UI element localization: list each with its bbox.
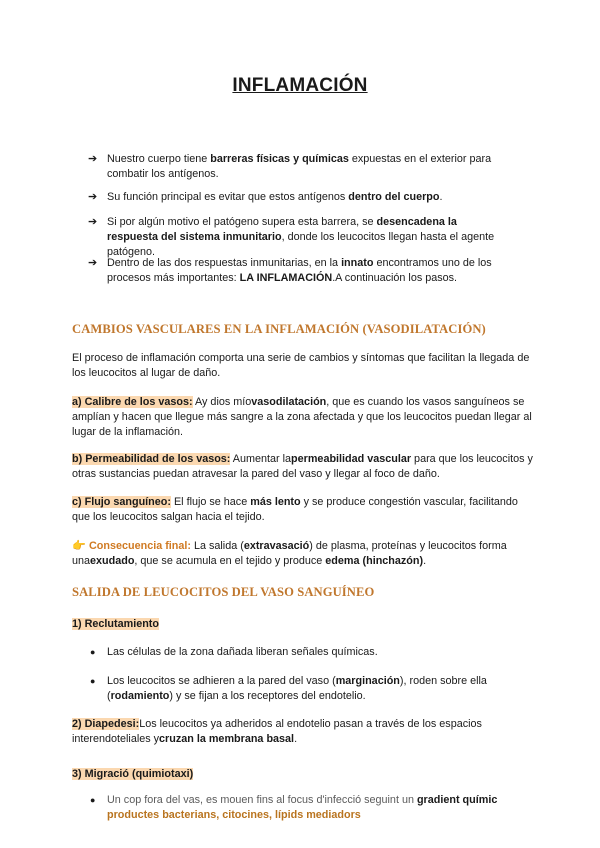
text-run: más lento: [250, 496, 301, 508]
text-run: vasodilatación: [251, 396, 327, 408]
text-run: edema (hinchazón): [325, 555, 424, 567]
bullet-icon: ●: [90, 647, 96, 657]
text-run: Los leucocitos ya adheridos al endotelio pasan a través de los espacios interendoteliales y: [72, 718, 482, 745]
text-run: El flujo se hace: [170, 496, 251, 508]
text-run: Los leucocitos se adhieren a la pared del vaso (: [107, 675, 336, 687]
step1-label-text: 1) Reclutamiento: [72, 618, 159, 630]
arrow-icon: ➔: [88, 216, 98, 228]
text-run: marginación: [335, 675, 400, 687]
arrow-icon: ➔: [88, 191, 98, 203]
text-run: Nuestro cuerpo tiene: [107, 153, 211, 165]
section-heading-salida: SALIDA DE LEUCOCITOS DEL VASO SANGUÍNEO: [72, 585, 375, 599]
list-item-text: [107, 645, 517, 660]
list-item-text: [107, 793, 517, 823]
text-run: , que se acumula en el tejido y produce: [134, 555, 326, 567]
intro-item-text: [107, 190, 507, 205]
text-run: 2) Diapedesi:: [72, 718, 140, 730]
text-run: rodamiento: [110, 690, 170, 702]
text-run: ), roden sobre ella (: [107, 675, 487, 702]
bullet-icon: ●: [90, 795, 96, 805]
text-run: c) Flujo sanguíneo:: [72, 496, 171, 508]
text-run: gradient químic: [416, 794, 498, 806]
text-run: .: [423, 555, 427, 567]
intro-item-text: [107, 256, 507, 286]
section-heading-vascular: CAMBIOS VASCULARES EN LA INFLAMACIÓN (VASODILATACIÓN): [72, 322, 486, 336]
text-run: ) de plasma, proteínas y leucocitos forma una: [72, 540, 507, 567]
text-run: innato: [341, 257, 374, 269]
text-run: dentro del cuerpo: [348, 191, 440, 203]
text-run: .A continuación los pasos.: [332, 272, 458, 284]
text-run: encontramos uno de los procesos más importantes:: [107, 257, 492, 284]
step1-label: [72, 617, 534, 632]
permeabilidad-paragraph: [72, 452, 534, 482]
text-run: Ay dios mío: [192, 396, 252, 408]
text-run: productes bacterians, citocines, lípids mediadors: [107, 809, 361, 821]
arrow-icon: ➔: [88, 257, 98, 269]
arrow-icon: ➔: [88, 153, 98, 165]
consecuencia-paragraph: [72, 539, 534, 569]
intro-item-text: [107, 215, 507, 260]
text-run: , que es cuando los vasos sanguíneos se amplían y hacen que llegue más sangre a la zona afectada y que los leucocitos puedan llegar al lugar de la inflamación.: [72, 396, 532, 438]
section-intro-paragraph: El proceso de inflamación comporta una serie de cambios y síntomas que facilitan la llegada de los leucocitos al lugar de daño.: [72, 352, 530, 379]
list-item-text: [107, 674, 517, 704]
step3-label-text: 3) Migració (quimiotaxi): [72, 768, 194, 780]
text-run: permeabilidad vascular: [291, 453, 412, 465]
text-run: LA INFLAMACIÓN: [239, 272, 333, 284]
text-run: para que los leucocitos y otras sustancias puedan atravesar la pared del vaso y llegar al foco de daño.: [72, 453, 533, 480]
text-run: Consecuencia final:: [86, 540, 191, 552]
diapedesi-paragraph: [72, 717, 534, 747]
text-run: Aumentar la: [230, 453, 292, 465]
text-run: y se produce congestión vascular, facilitando que los leucocitos salgan hacia el tejido.: [72, 496, 518, 523]
calibre-paragraph: [72, 395, 534, 440]
text-run: Si por algún motivo el patógeno supera esta barrera, se: [107, 216, 377, 228]
text-run: Las células de la zona dañada liberan señales químicas.: [107, 646, 378, 658]
text-run: .: [439, 191, 443, 203]
step3-label: [72, 767, 534, 782]
intro-item-text: [107, 152, 507, 182]
bullet-icon: ●: [90, 676, 96, 686]
text-run: La salida (: [191, 540, 244, 552]
flujo-paragraph: [72, 495, 534, 525]
text-run: barreras físicas y químicas: [210, 153, 349, 165]
text-run: exudado: [90, 555, 135, 567]
page-title: INFLAMACIÓN: [232, 75, 368, 96]
text-run: expuestas en el exterior para combatir los antígenos.: [107, 153, 492, 180]
text-run: desencadena la respuesta del sistema inmunitario: [107, 216, 457, 243]
text-run: extravasació: [243, 540, 310, 552]
text-run: Su función principal es evitar que estos antígenos: [107, 191, 349, 203]
text-run: Un cop fora del vas, es mouen fins al focus d'infecció seguint un: [107, 794, 417, 806]
text-run: cruzan la membrana basal: [159, 733, 295, 745]
text-run: , donde los leucocitos llegan hasta el agente patógeno.: [107, 231, 495, 258]
text-run: b) Permeabilidad de los vasos:: [72, 453, 231, 465]
text-run: Dentro de las dos respuestas inmunitarias, en la: [107, 257, 342, 269]
text-run: a) Calibre de los vasos:: [72, 396, 193, 408]
text-run: .: [294, 733, 298, 745]
pointing-hand-icon: 👉: [72, 540, 86, 552]
text-run: ) y se fijan a los receptores del endotelio.: [169, 690, 366, 702]
